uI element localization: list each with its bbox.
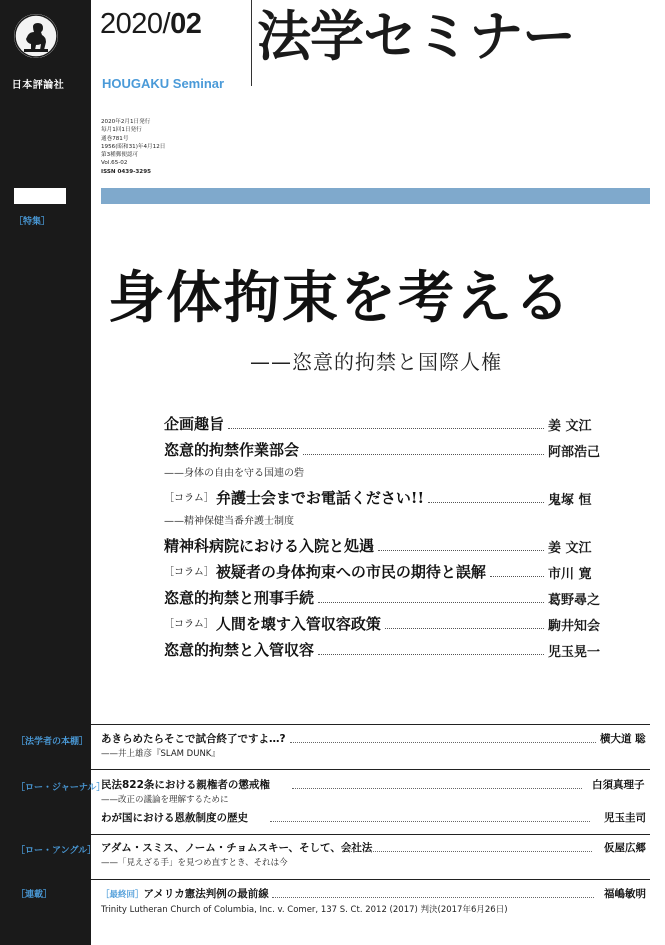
toc-item-title <box>164 487 424 508</box>
toc-item-title: 恣意的拘禁と入管収容 <box>164 641 315 659</box>
header-divider <box>251 0 252 86</box>
angle-author: 仮屋広郷 <box>604 842 646 854</box>
feature-bar <box>101 188 650 204</box>
bookshelf-subtitle: ——井上雄彦『SLAM DUNK』 <box>101 749 220 759</box>
label-law-angle: ［ロー・アングル］ <box>16 846 97 856</box>
toc-item-author: 葛野尋之 <box>548 593 601 608</box>
leader-dots <box>428 501 544 503</box>
toc-item-title-text: 被疑者の身体拘束への市民の期待と誤解 <box>215 563 486 581</box>
thinker-logo-icon <box>14 14 58 58</box>
serial-author: 福嶋敏明 <box>604 888 646 900</box>
toc-item-author: 姜 文江 <box>548 419 592 434</box>
toc-item[interactable] <box>164 488 604 508</box>
column-tag: ［コラム］ <box>164 567 214 578</box>
journal-item-2-title[interactable]: わが国における恩赦制度の歴史 <box>101 812 248 824</box>
label-serial: ［連載］ <box>16 890 53 900</box>
feature-subtitle: ——恣意的拘禁と国際人権 <box>250 350 502 374</box>
journal-item-1-subtitle: ——改正の議論を理解するために <box>101 795 229 805</box>
toc-item-title-text: 弁護士会までお電話ください!! <box>215 489 425 507</box>
pubinfo-line: ISSN 0439-3295 <box>101 168 151 175</box>
pubinfo-line: Vol.65-02 <box>101 160 128 167</box>
serial-title-text: アメリカ憲法判例の最前線 <box>143 888 269 900</box>
magazine-subtitle: HOUGAKU Seminar <box>102 76 225 91</box>
section-divider <box>91 879 650 880</box>
pubinfo-line: 2020年2月1日発行 <box>101 119 151 125</box>
pubinfo-line: 1956(昭和31)年4月12日 <box>101 143 166 150</box>
journal-item-1-author: 白須真理子 <box>592 779 645 791</box>
issue-number <box>100 8 201 41</box>
journal-item-2-author: 児玉圭司 <box>604 812 646 824</box>
toc-item[interactable] <box>164 440 604 460</box>
publication-info <box>101 118 165 176</box>
toc-item-title <box>164 561 486 582</box>
leader-dots <box>378 549 544 551</box>
magazine-title: 法学セミナー <box>257 5 575 68</box>
special-feature-label: ［特集］ <box>14 217 51 227</box>
leader-dots <box>228 427 544 429</box>
pubinfo-line: 毎月1回1日発行 <box>101 127 142 134</box>
toc-item-author: 市川 寛 <box>548 567 592 582</box>
angle-title[interactable]: アダム・スミス、ノーム・チョムスキー、そして、会社法 <box>101 842 373 854</box>
leader-dots <box>290 741 596 743</box>
feature-title: 身体拘束を考える <box>108 265 572 331</box>
toc-item[interactable] <box>164 536 604 556</box>
left-sidebar <box>0 0 91 945</box>
leader-dots <box>272 896 594 898</box>
publisher-name: 日本評論社 <box>11 80 65 91</box>
bookshelf-title[interactable]: あきらめたらそこで試合終了ですよ…? <box>101 733 286 745</box>
toc-item[interactable] <box>164 588 604 608</box>
journal-item-1-title[interactable]: 民法822条における親権者の懲戒権 <box>101 779 270 791</box>
column-tag: ［コラム］ <box>164 619 214 630</box>
angle-subtitle: ——「見えざる手」を見つめ直すとき、それは今 <box>101 858 288 868</box>
issue-year: 2020/ <box>100 8 171 40</box>
toc-item[interactable] <box>164 640 604 660</box>
section-divider <box>91 769 650 770</box>
sidebar-white-block <box>14 188 66 204</box>
leader-dots <box>303 453 544 455</box>
section-divider <box>91 724 650 725</box>
toc-item-author: 駒井知会 <box>548 619 601 634</box>
leader-dots <box>270 820 590 822</box>
issue-month: 02 <box>170 8 202 40</box>
leader-dots <box>292 787 582 789</box>
toc-item-author: 児玉晃一 <box>548 645 601 660</box>
label-law-journal: ［ロー・ジャーナル］ <box>16 783 106 793</box>
toc-item-subtitle: ——身体の自由を守る国連の砦 <box>164 468 304 479</box>
toc-item-author: 鬼塚 恒 <box>548 493 592 508</box>
toc-item-title: 精神科病院における入院と処遇 <box>164 537 375 555</box>
toc-item-title <box>164 613 381 634</box>
section-divider <box>91 834 650 835</box>
pubinfo-line: 通巻781号 <box>101 135 129 142</box>
toc-item-title: 企画趣旨 <box>164 415 225 433</box>
toc-item[interactable] <box>164 614 604 634</box>
leader-dots <box>342 850 592 852</box>
serial-title[interactable] <box>101 886 269 901</box>
leader-dots <box>385 627 544 629</box>
leader-dots <box>318 601 544 603</box>
toc-item-author: 姜 文江 <box>548 541 592 556</box>
toc-item-title: 恣意的拘禁と刑事手続 <box>164 589 315 607</box>
toc-item[interactable] <box>164 414 604 434</box>
toc-item-author: 阿部浩己 <box>548 445 601 460</box>
leader-dots <box>490 575 544 577</box>
toc-item[interactable] <box>164 562 604 582</box>
toc-item-subtitle: ——精神保健当番弁護士制度 <box>164 516 294 527</box>
column-tag: ［コラム］ <box>164 493 214 504</box>
final-episode-tag: ［最終回］ <box>101 890 144 900</box>
serial-subtitle: Trinity Lutheran Church of Columbia, Inc. v. Comer, 137 S. Ct. 2012 (2017) 判決(2017年6月26日) <box>101 905 508 915</box>
toc-item-title-text: 人間を壊す入管収容政策 <box>215 615 381 633</box>
pubinfo-line: 第3種郵便認可 <box>101 152 139 159</box>
leader-dots <box>318 653 544 655</box>
bookshelf-author: 横大道 聡 <box>600 733 646 745</box>
label-bookshelf: ［法学者の本棚］ <box>16 737 89 747</box>
toc-item-title: 恣意的拘禁作業部会 <box>164 441 300 459</box>
